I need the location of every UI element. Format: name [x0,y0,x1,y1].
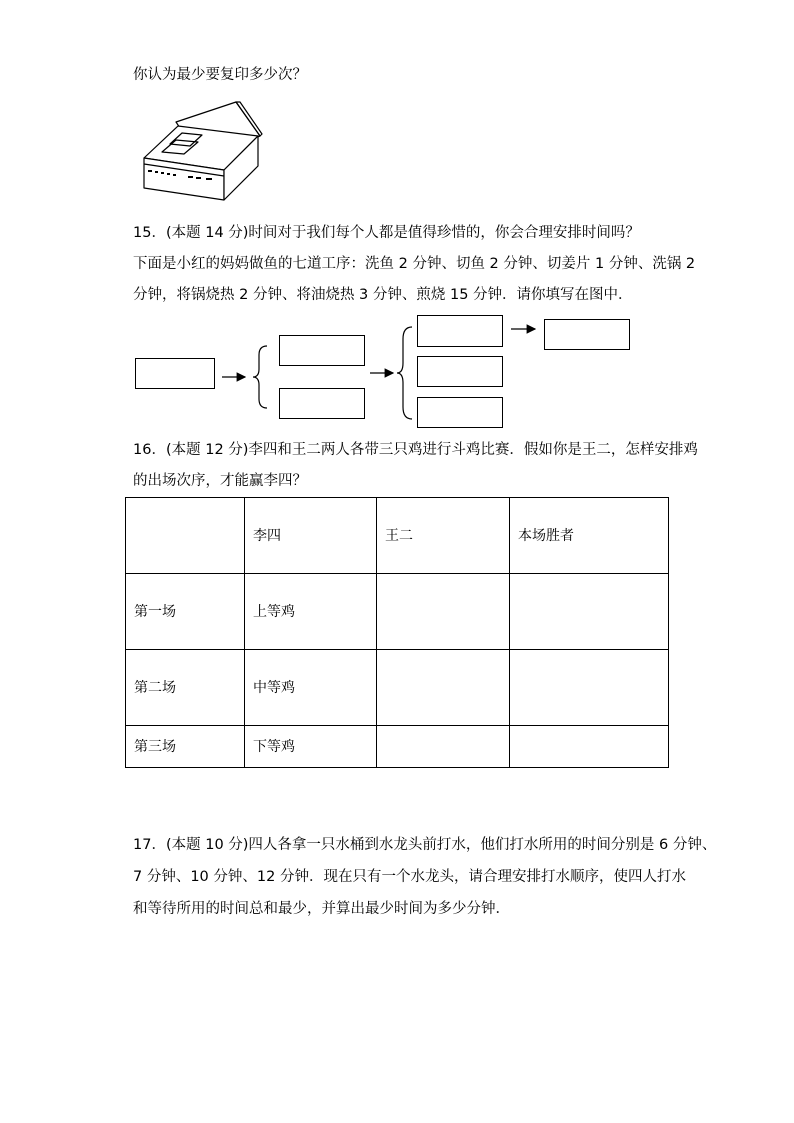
winner-answer-cell[interactable] [510,726,669,768]
flow-connectors [130,315,640,433]
header-cell: 王二 [377,498,510,574]
lisi-chicken: 下等鸡 [245,726,377,768]
q17-line-1: 17．(本题 10 分)四人各拿一只水桶到水龙头前打水，他们打水所用的时间分别是 6 分钟、 [133,837,717,853]
q17-line-2: 7 分钟、10 分钟、12 分钟．现在只有一个水龙头，请合理安排打水顺序，使四人打水 [133,869,686,885]
process-flow-diagram [130,315,640,433]
q15-line-2: 下面是小红的妈妈做鱼的七道工序：洗鱼 2 分钟、切鱼 2 分钟、切姜片 1 分钟、洗锅 2 [133,256,696,272]
table-row [126,726,669,768]
q14-question-text: 你认为最少要复印多少次？ [133,67,307,83]
winner-answer-cell[interactable] [510,574,669,650]
brace-right [397,327,412,419]
q17-line-3: 和等待所用的时间总和最少，并算出最少时间为多少分钟． [133,901,510,917]
round-label: 第二场 [126,650,245,726]
wanger-answer-cell[interactable] [377,650,510,726]
header-cell: 李四 [245,498,377,574]
table-row [126,574,669,650]
winner-answer-cell[interactable] [510,650,669,726]
round-label: 第三场 [126,726,245,768]
header-cell [126,498,245,574]
wanger-answer-cell[interactable] [377,726,510,768]
table-header-row [126,498,669,574]
lisi-chicken: 中等鸡 [245,650,377,726]
table-row [126,650,669,726]
header-cell: 本场胜者 [510,498,669,574]
q15-line-1: 15．(本题 14 分)时间对于我们每个人都是值得珍惜的，你会合理安排时间吗？ [133,225,640,241]
q16-line-2: 的出场次序，才能赢李四？ [133,473,307,489]
cockfight-order-table [125,497,669,768]
copier-illustration [140,100,264,208]
lisi-chicken: 上等鸡 [245,574,377,650]
round-label: 第一场 [126,574,245,650]
brace-left [253,346,267,408]
wanger-answer-cell[interactable] [377,574,510,650]
q16-line-1: 16．(本题 12 分)李四和王二两人各带三只鸡进行斗鸡比赛．假如你是王二，怎样安排鸡 [133,442,698,458]
q15-line-3: 分钟，将锅烧热 2 分钟、将油烧热 3 分钟、煎烧 15 分钟．请你填写在图中． [133,287,633,303]
